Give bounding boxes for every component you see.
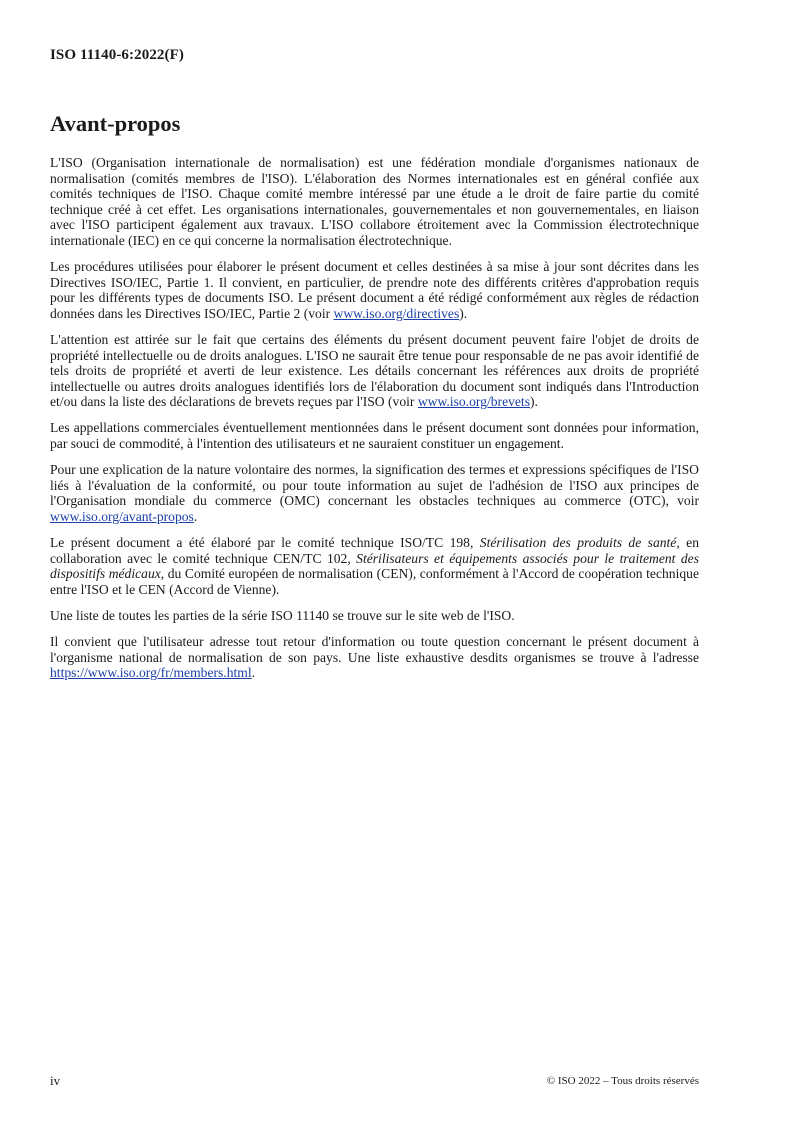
paragraph-text: .: [251, 665, 256, 681]
committee-title-italic: Stérilisation des produits de santé: [479, 534, 677, 550]
paragraph-text: .: [193, 508, 198, 524]
paragraph-text: Les procédures utilisées pour élaborer le présent document et celles destinées à sa mise à jour sont décrites dans les Directives ISO/IEC, Partie 1. Il convient, en particulier, de prendre note des différents critères d'approbation requis pour les différents types de documents ISO. Le présent document a été rédigé conformément aux règles de rédaction données dans les Directives ISO/IEC, Partie 2 (voir: [50, 259, 699, 321]
paragraph-voluntary-nature: [50, 462, 699, 524]
link-directives[interactable]: www.iso.org/directives: [333, 305, 460, 321]
paragraph-text: ).: [530, 394, 538, 410]
paragraph-series-list: [50, 608, 699, 624]
paragraph-text: Pour une explication de la nature volontaire des normes, la signification des termes et expressions spécifiques de l'ISO liés à l'évaluation de la conformité, ou pour toute information au sujet de l'adhésion de l'ISO aux principes de l'Organisation mondiale du commerce (OMC) concernant les obstacles techniques au commerce (OTC), voir: [50, 462, 699, 509]
paragraph-text: , en collaboration avec le comité technique CEN/TC 102,: [50, 534, 699, 566]
copyright-notice: © ISO 2022 – Tous droits réservés: [546, 1075, 699, 1087]
paragraph-text: , du Comité européen de normalisation (CEN), conformément à l'Accord de coopération technique entre l'ISO et le CEN (Accord de Vienne).: [50, 566, 699, 597]
paragraph-text: ).: [459, 305, 468, 321]
paragraph-text: Il convient que l'utilisateur adresse tout retour d'information ou toute question concernant le présent document à l'organisme national de normalisation de son pays. Une liste exhaustive desdits organismes se trouve à l'adresse: [50, 633, 699, 665]
paragraph-committee: [50, 535, 699, 597]
page-number: iv: [50, 1073, 61, 1088]
paragraph-procedures: [50, 259, 699, 321]
paragraph-text: Les appellations commerciales éventuellement mentionnées dans le présent document sont données pour information, par souci de commodité, à l'intention des utilisateurs et ne sauraient constituer un engagement.: [50, 420, 699, 451]
committee-title-italic: Stérilisateurs et équipements associés pour le traitement des dispositifs médicaux: [50, 550, 699, 582]
paragraph-iso-organisation: [50, 155, 699, 249]
page-title: Avant-propos: [50, 111, 181, 136]
paragraph-text: Le présent document a été élaboré par le comité technique ISO/TC 198,: [50, 534, 480, 550]
link-brevets[interactable]: www.iso.org/brevets: [417, 394, 530, 410]
paragraph-trade-names: [50, 420, 699, 451]
paragraph-text: L'ISO (Organisation internationale de normalisation) est une fédération mondiale d'organismes nationaux de normalisation (comités membres de l'ISO). L'élaboration des Normes internationales est en général confiée aux comités techniques de l'ISO. Chaque comité membre intéressé par une étude a le droit de faire partie du comité technique créé à cet effet. Les organisations internationales, gouvernementales et non gouvernementales, en liaison avec l'ISO participent également aux travaux. L'ISO collabore étroitement avec la Commission électrotechnique internationale (IEC) en ce qui concerne la normalisation électrotechnique.: [50, 155, 699, 248]
paragraph-feedback: [50, 634, 699, 681]
link-members[interactable]: https://www.iso.org/fr/members.html: [50, 665, 252, 681]
link-avant-propos[interactable]: www.iso.org/avant-propos: [50, 508, 194, 524]
paragraph-text: L'attention est attirée sur le fait que certains des éléments du présent document peuvent faire l'objet de droits de propriété intellectuelle ou de droits analogues. L'ISO ne saurait être tenue pour responsable de ne pas avoir identifié de tels droits de propriété et averti de leur existence. Les détails concernant les références aux droits de propriété intellectuelle ou autres droits analogues identifiés lors de l'élaboration du document sont indiqués dans l'Introduction et/ou dans la liste des déclarations de brevets reçues par l'ISO (voir: [50, 331, 699, 410]
paragraph-text: Une liste de toutes les parties de la série ISO 11140 se trouve sur le site web de l'ISO.: [50, 607, 515, 623]
foreword-body: [50, 155, 699, 691]
paragraph-patents: [50, 332, 699, 410]
document-id-header: ISO 11140-6:2022(F): [50, 47, 184, 63]
